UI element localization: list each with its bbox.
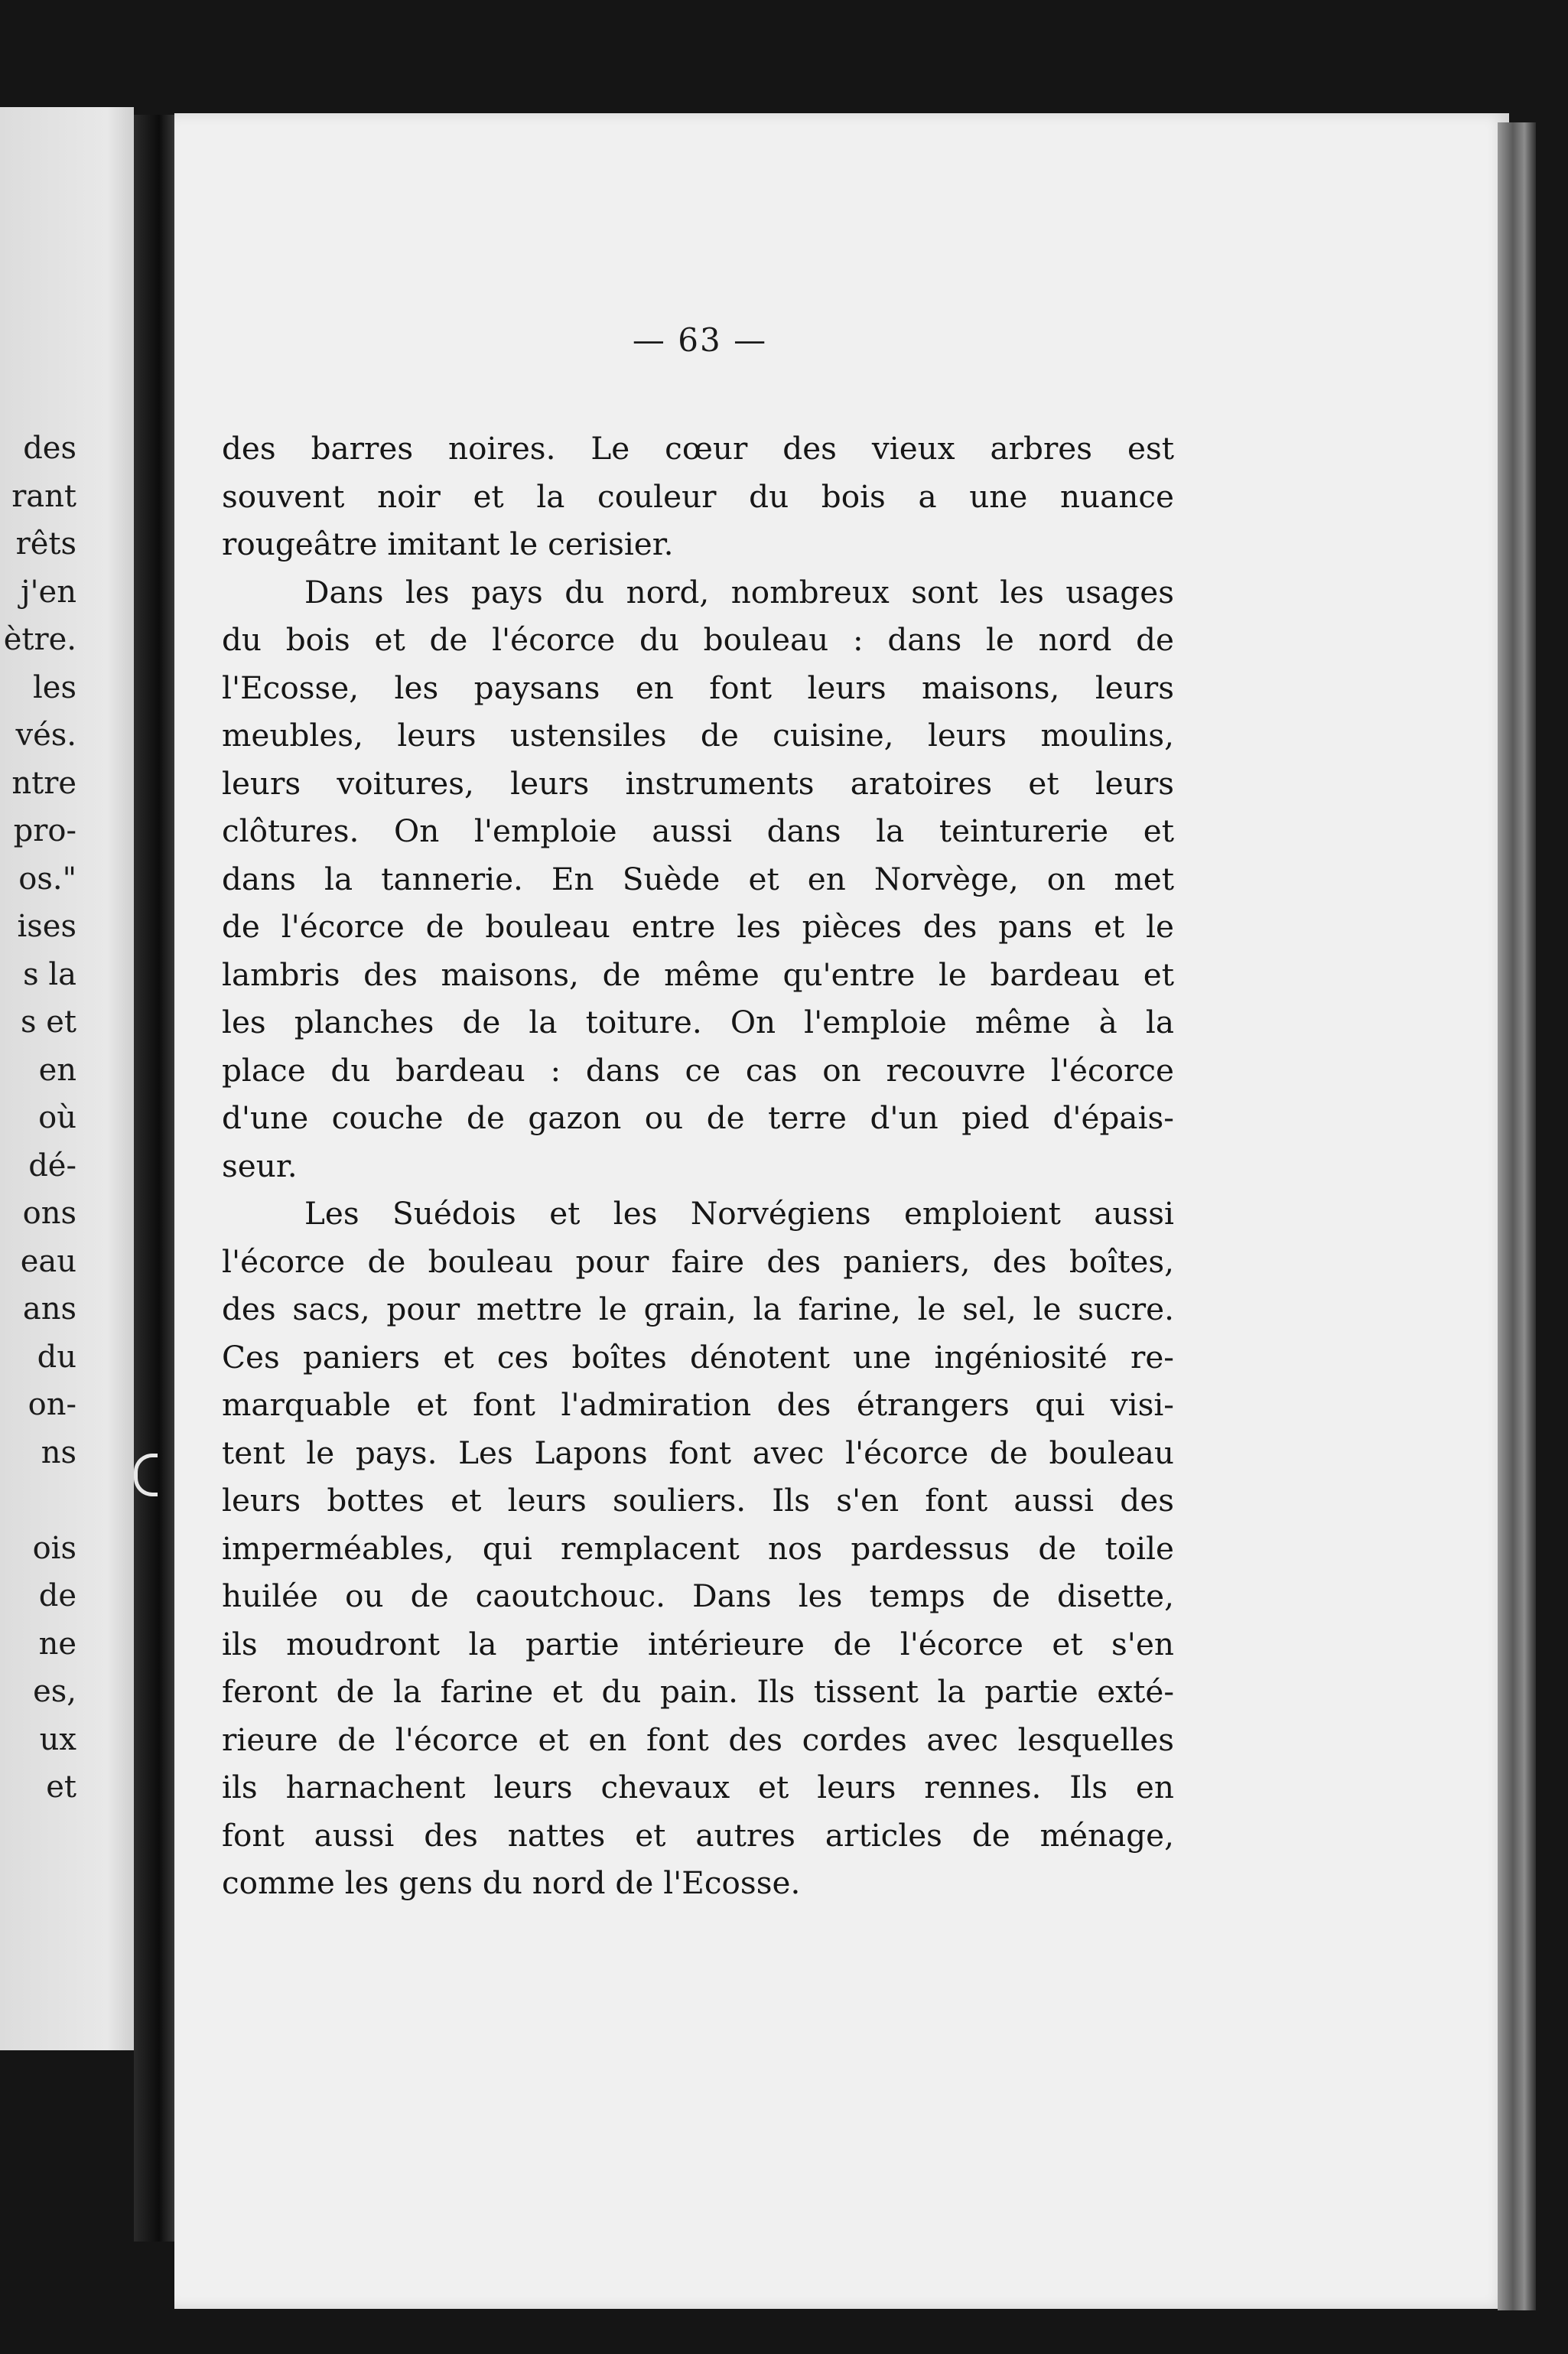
text-line: souvent noir et la couleur du bois a une nuance	[222, 477, 1174, 515]
text-line: rieure de l'écorce et en font des cordes avec lesquelles	[222, 1721, 1174, 1758]
left-page-fragment: des	[23, 431, 76, 466]
left-page-fragment: ne	[38, 1626, 76, 1662]
text-line: ils harnachent leurs chevaux et leurs rennes. Ils en	[222, 1769, 1174, 1805]
left-page-fragment: pro-	[13, 813, 76, 848]
page-body-text	[222, 425, 1174, 1907]
text-line: l'écorce de bouleau pour faire des paniers, des boîtes,	[222, 1242, 1174, 1280]
text-line: imperméables, qui remplacent nos pardessus de toile	[222, 1529, 1174, 1567]
left-page-fragment: de	[38, 1578, 76, 1613]
text-line: lambris des maisons, de même qu'entre le bardeau et	[222, 956, 1174, 993]
text-line: leurs voitures, leurs instruments aratoires et leurs	[222, 764, 1174, 802]
left-page-fragment: en	[38, 1052, 76, 1088]
text-line: place du bardeau : dans ce cas on recouvre l'écorce	[222, 1051, 1174, 1089]
text-line: leurs bottes et leurs souliers. Ils s'en font aussi des	[222, 1482, 1174, 1519]
left-page-fragment: et	[46, 1770, 76, 1805]
text-line: Les Suédois et les Norvégiens emploient aussi	[304, 1195, 1174, 1232]
left-page-fragment: vés.	[15, 718, 76, 753]
left-page-fragment: ons	[22, 1196, 76, 1231]
left-page-fragment: ux	[39, 1721, 76, 1757]
page-edge	[1498, 122, 1536, 2310]
left-page-fragment: eau	[20, 1243, 76, 1279]
text-line: d'une couche de gazon ou de terre d'un pied d'épais-	[222, 1099, 1174, 1136]
page-number: — 63 —	[632, 321, 768, 359]
text-line: clôtures. On l'emploie aussi dans la teinturerie et	[222, 812, 1174, 849]
text-line: des sacs, pour mettre le grain, la farine, le sel, le sucre.	[222, 1291, 1174, 1327]
text-line: comme les gens du nord de l'Ecosse.	[222, 1864, 801, 1901]
text-line: de l'écorce de bouleau entre les pièces des pans et le	[222, 908, 1174, 945]
left-page-fragment: es,	[33, 1674, 76, 1709]
left-page-fragment: j'en	[21, 574, 76, 610]
text-line: l'Ecosse, les paysans en font leurs maisons, leurs	[222, 669, 1174, 706]
left-page-fragment: rant	[11, 478, 76, 514]
left-page-fragment: dé-	[28, 1148, 76, 1184]
left-page-fragment: ntre	[11, 765, 76, 801]
left-page-fragment: ises	[17, 909, 76, 944]
left-page-fragment: ètre.	[3, 622, 76, 657]
text-line: les planches de la toiture. On l'emploie même à la	[222, 1004, 1174, 1040]
left-page-fragment: s et	[21, 1004, 76, 1040]
left-page-fragment: les	[33, 669, 76, 705]
left-page-fragment	[0, 1477, 76, 1525]
text-line: Dans les pays du nord, nombreux sont les usages	[304, 573, 1174, 610]
left-page-fragment: ns	[41, 1434, 76, 1470]
book-gutter	[134, 115, 176, 2242]
text-line: feront de la farine et du pain. Ils tissent la partie exté-	[222, 1673, 1174, 1710]
text-line: huilée ou de caoutchouc. Dans les temps de disette,	[222, 1577, 1174, 1614]
left-page-fragment: os."	[18, 861, 76, 897]
left-page-fragment: du	[37, 1339, 76, 1375]
text-line: ils moudront la partie intérieure de l'écorce et s'en	[222, 1625, 1174, 1662]
text-line: rougeâtre imitant le cerisier.	[222, 526, 674, 562]
text-line: du bois et de l'écorce du bouleau : dans le nord de	[222, 621, 1174, 658]
left-page-fragment: rêts	[15, 526, 76, 562]
text-line: marquable et font l'admiration des étrangers qui visi-	[222, 1386, 1174, 1423]
left-page-text-fragments	[0, 425, 76, 1812]
text-line: des barres noires. Le cœur des vieux arbres est	[222, 430, 1174, 467]
text-line: Ces paniers et ces boîtes dénotent une ingéniosité re-	[222, 1338, 1174, 1376]
left-page-fragment: ois	[32, 1530, 76, 1566]
text-line: seur.	[222, 1147, 298, 1184]
text-line: tent le pays. Les Lapons font avec l'écorce de bouleau	[222, 1434, 1174, 1471]
text-line: dans la tannerie. En Suède et en Norvège, on met	[222, 860, 1174, 897]
left-page-fragment: ans	[22, 1291, 76, 1327]
text-line: meubles, leurs ustensiles de cuisine, leurs moulins,	[222, 717, 1174, 754]
left-page-fragment: s la	[23, 956, 76, 992]
text-line: font aussi des nattes et autres articles de ménage,	[222, 1816, 1174, 1854]
left-page-fragment: on-	[28, 1387, 76, 1422]
left-page-fragment: où	[38, 1100, 76, 1135]
